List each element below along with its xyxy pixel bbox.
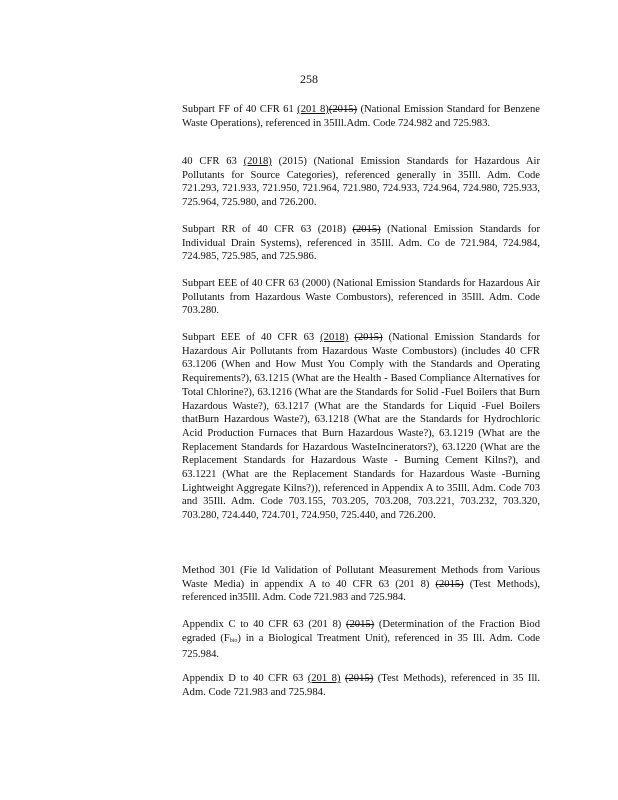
entry-text: Appendix D to 40 CFR 63 (182, 673, 308, 684)
entry-text: 40 CFR 63 (182, 156, 244, 167)
entry-text: Subpart EEE of 40 CFR 63 (182, 332, 321, 343)
reference-entry (182, 618, 540, 662)
entry-text: Method 301 (Fie ld Validation of Pollutant Measurement Methods from Various Waste Media) in appendix A to 40 CFR 63 (201 8) (182, 565, 540, 590)
deleted-text: (2015) (352, 224, 381, 235)
entry-text: ) in a Biological Treatment Unit), referenced in 35 Ill. Adm. Code 725.984. (182, 632, 540, 661)
entry-text: (National Emission Standard for Benzene Waste Operations), referenced in 35Ill.Adm. Code 724.982 and 725.983. (182, 104, 540, 129)
deleted-text: (2015) (328, 104, 358, 115)
reference-entry (182, 564, 540, 605)
reference-entry (182, 155, 540, 210)
deleted-text: (2015) (354, 332, 383, 343)
entry-text: Appendix C to 40 CFR 63 (201 8) (182, 619, 346, 630)
entry-text: Subpart RR of 40 CFR 63 (2018) (182, 224, 353, 235)
entry-text: (National Emission Standards for Individual Drain Systems), referenced in 35Ill. Adm. Co de 721.984, 724.984, 724.985, 725.985, and 725.986. (182, 224, 541, 263)
reference-entry (182, 223, 540, 264)
reference-entry (182, 103, 540, 130)
entry-text: (National Emission Standards for Hazardous Air Pollutants from Hazardous Waste Combustors) (includes 40 CFR 63.1206 (When and How Must You Comply with the Standards and Operating Requirements?), 63.1215 (What are the Health - Based Compliance Alternatives for Total Chlorine?), 63.1216 (What are the Standards for Solid -Fuel Boilers that Burn Hazardous Waste?), 63.1217 (What are the Standards for Liquid -Fuel Boilers thatBurn Hazardous Waste?), 63.1218 (What are the Standards for Hydrochloric Acid Production Furnaces that Burn Hazardous Waste?), 63.1219 (What are the Replacement Standards for Hazardous WasteIncinerators?), 63.1220 (What are the Replacement Standards for Hazardous Waste - Burning Cement Kilns?), and 63.1221 (What are the Replacement Standards for Hazardous Waste -Burning Lightweight Aggregate Kilns?)), referenced in Appendix A to 35Ill. Adm. Code 703 and 35Ill. Adm. Code 703.155, 703.205, 703.208, 703.221, 703.232, 703.320, 703.280, 724.440, 724.701, 724.950, 725.440, and 726.200. (182, 332, 541, 522)
reference-entry (182, 277, 540, 318)
added-text: (2018) (320, 332, 349, 343)
deleted-text: (2015) (435, 578, 464, 590)
deleted-text: (2015) (345, 619, 375, 630)
reference-entry (182, 672, 540, 699)
entry-text: (Test Methods), referenced in 35 Ill. Adm. Code 721.983 and 725.984. (182, 673, 540, 698)
entry-text: (Determination of the Fraction Biod egraded (F (182, 619, 540, 644)
entry-text: (Test Methods), referenced in35Ill. Adm. Code 721.983 and 725.984. (182, 578, 541, 604)
entry-text: (2015) (National Emission Standards for Hazardous Air Pollutants for Source Categories), referenced generally in 35Ill. Adm. Code 721.293, 721.933, 721.950, 721.964, 721.980, 724.933, 724.964, 724.980, 725.933, 725.964, 725.980, and 726.200. (182, 156, 540, 209)
entry-text: Subpart EEE of 40 CFR 63 (2000) (National Emission Standards for Hazardous Air Pollutants from Hazardous Waste Combustors), referenced in 35Ill. Adm. Code 703.280. (182, 278, 540, 317)
reference-entry (182, 331, 540, 523)
page-number: 258 (300, 72, 318, 86)
deleted-text: (2015) (344, 673, 374, 684)
subscript-text: bio (229, 637, 238, 644)
added-text: (2018) (243, 156, 272, 167)
added-text: (201 8) (307, 673, 341, 684)
entry-text: Subpart FF of 40 CFR 61 (182, 104, 298, 115)
added-text: (201 8) (297, 104, 329, 115)
